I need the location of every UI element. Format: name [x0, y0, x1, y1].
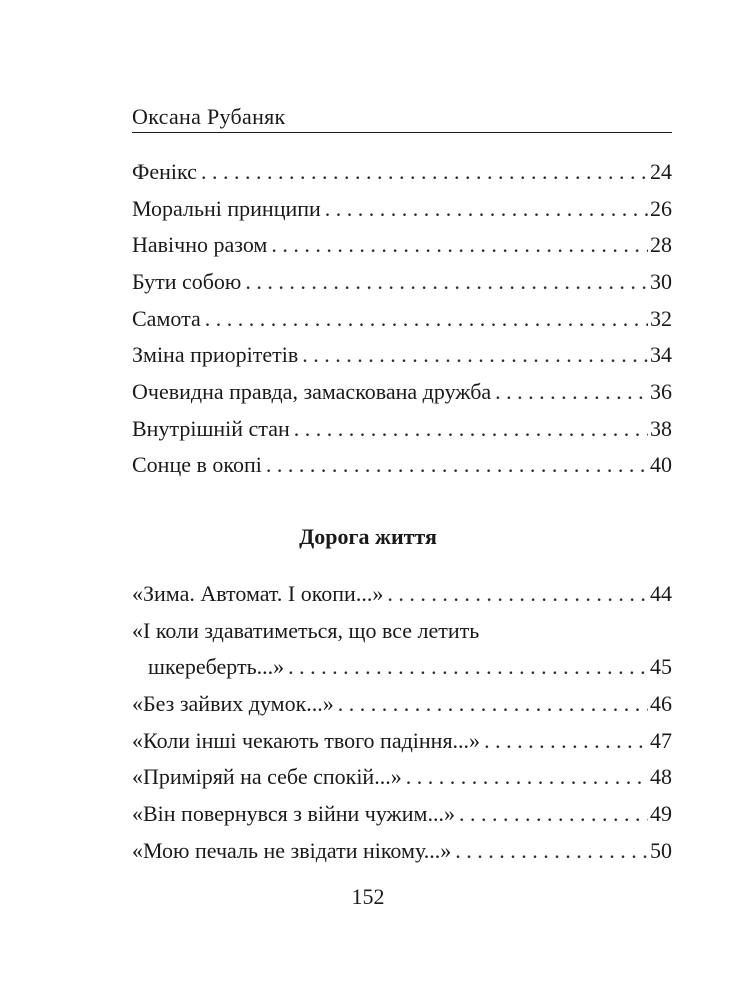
toc-entry-title: «Приміряй на себе спокій...»: [132, 764, 402, 790]
toc-entry-title: «Зима. Автомат. І окопи...»: [132, 580, 384, 606]
dot-leader: [480, 723, 648, 760]
dot-leader: [262, 447, 648, 484]
toc-entry[interactable]: [132, 796, 672, 833]
toc-entry-page: 38: [650, 415, 672, 441]
dot-leader: [334, 686, 648, 723]
dot-leader: [267, 227, 648, 264]
toc-entry[interactable]: [132, 576, 672, 613]
dot-leader: [455, 796, 648, 833]
header-rule: [132, 132, 672, 133]
dot-leader: [451, 833, 648, 870]
toc-entry-title-line-2: шкереберть...»: [148, 654, 285, 680]
toc-entry[interactable]: [132, 411, 672, 448]
toc-entry-page: 32: [650, 305, 672, 331]
toc-entry-title: «Він повернувся з війни чужим...»: [132, 801, 455, 827]
toc-entry-page: 34: [650, 342, 672, 368]
running-head-author: Оксана Рубаняк: [132, 104, 286, 129]
toc-entry-title: Навічно разом: [132, 232, 268, 258]
toc-entry-page: 26: [650, 195, 672, 221]
section-title: Дорога життя: [299, 524, 437, 549]
toc-entry-page: 47: [650, 727, 672, 753]
toc-entry-page: 50: [650, 837, 672, 863]
dot-leader: [201, 301, 648, 338]
toc-entry-page: 30: [650, 269, 672, 295]
dot-leader: [241, 264, 648, 301]
toc-entry[interactable]: [132, 301, 672, 338]
page-number: 152: [351, 884, 385, 909]
dot-leader: [284, 649, 648, 686]
toc-entry-title: Самота: [132, 305, 201, 331]
dot-leader: [321, 191, 648, 228]
toc-entry-title: Зміна приорітетів: [132, 342, 299, 368]
toc-entry-page: 40: [650, 452, 672, 478]
toc-part-1: [132, 154, 672, 484]
toc-entry[interactable]: [132, 686, 672, 723]
dot-leader: [298, 337, 648, 374]
toc-entry[interactable]: [132, 374, 672, 411]
toc-entry[interactable]: [132, 264, 672, 301]
toc-entry[interactable]: [132, 337, 672, 374]
toc-entry-page: 28: [650, 232, 672, 258]
dot-leader: [197, 154, 648, 191]
toc-entry[interactable]: [132, 759, 672, 796]
toc-entry[interactable]: [132, 191, 672, 228]
toc-entry-title: «Мою печаль не звідати нікому...»: [132, 837, 452, 863]
toc-entry-title: Фенікс: [132, 158, 197, 184]
toc-entry-title: Сонце в окопі: [132, 452, 262, 478]
toc-entry-title: Очевидна правда, замаскована дружба: [132, 379, 492, 405]
toc-entry[interactable]: [132, 448, 672, 485]
toc-entry-page: 45: [650, 654, 672, 680]
toc-entry-page: 24: [650, 158, 672, 184]
toc-entry-title: Моральні принципи: [132, 195, 321, 221]
toc-entry[interactable]: [132, 613, 672, 686]
toc-entry-title: «Коли інші чекають твого падіння...»: [132, 727, 481, 753]
toc-entry[interactable]: [132, 723, 672, 760]
toc-entry-page: 44: [650, 580, 672, 606]
toc-entry-page: 48: [650, 764, 672, 790]
dot-leader: [383, 576, 648, 613]
toc-entry[interactable]: [132, 154, 672, 191]
toc-entry-title: «Без зайвих думок...»: [132, 691, 334, 717]
dot-leader: [491, 374, 648, 411]
dot-leader: [290, 411, 648, 448]
toc-entry-page: 46: [650, 691, 672, 717]
toc-part-2: [132, 576, 672, 870]
toc-entry[interactable]: [132, 833, 672, 870]
toc-entry-page: 36: [650, 379, 672, 405]
toc-entry-title: Бути собою: [132, 269, 242, 295]
toc-entry-page: 49: [650, 801, 672, 827]
dot-leader: [402, 759, 648, 796]
toc-entry[interactable]: [132, 227, 672, 264]
toc-entry-title-line-1: «І коли здаватиметься, що все летить: [132, 617, 480, 643]
toc-entry-title: Внутрішній стан: [132, 415, 290, 441]
